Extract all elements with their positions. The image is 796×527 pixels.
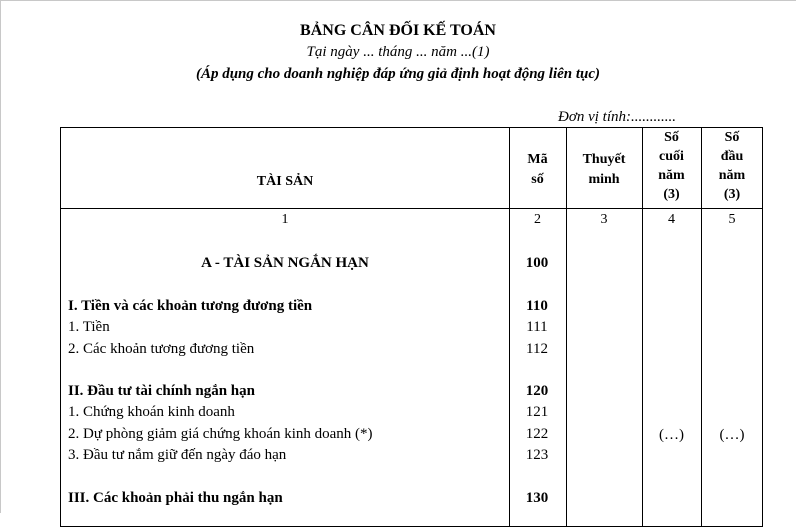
header-note-line2: minh [588, 172, 620, 187]
col-number-1: 1 [281, 212, 289, 227]
row-code: 110 [526, 298, 548, 314]
header-begin-line3: năm [718, 168, 746, 183]
header-code-line1: Mã [527, 152, 548, 167]
header-assets: TÀI SẢN [256, 174, 314, 189]
end-of-year-value: (…) [659, 427, 684, 443]
header-divider [61, 208, 762, 209]
header-code [509, 150, 566, 190]
unit-label: Đơn vị tính:............ [558, 109, 676, 125]
row-code: 112 [526, 341, 548, 357]
header-note-line1: Thuyết [582, 152, 626, 167]
line-item: 1. Chứng khoán kinh doanh [68, 404, 235, 420]
header-begin-line4: (3) [723, 187, 741, 202]
header-end-of-year [642, 128, 701, 204]
row-code: 120 [525, 383, 549, 399]
document-date-line: Tại ngày ... tháng ... năm ...(1) [306, 44, 490, 60]
group-heading: I. Tiền và các khoản tương đương tiền [68, 298, 313, 314]
section-heading: A - TÀI SẢN NGẮN HẠN [201, 255, 369, 271]
row-code: 122 [525, 426, 549, 442]
row-code: 100 [525, 255, 549, 271]
col-number-3: 3 [600, 212, 608, 227]
row-code: 121 [525, 404, 549, 420]
page-border-top [0, 0, 796, 1]
header-begin-line2: đầu [720, 149, 744, 164]
header-begin-line1: Số [724, 130, 740, 145]
header-end-line3: năm [658, 168, 685, 183]
group-heading: III. Các khoản phải thu ngắn hạn [68, 490, 283, 506]
header-end-line2: cuối [659, 149, 684, 164]
row-code: 130 [525, 490, 549, 506]
header-end-line1: Số [664, 130, 679, 145]
group-heading: II. Đầu tư tài chính ngắn hạn [68, 383, 255, 399]
header-code-line2: số [531, 172, 544, 187]
header-note [566, 150, 642, 190]
col-number-4: 4 [668, 212, 675, 227]
row-code: 123 [525, 447, 549, 463]
row-code: 111 [526, 319, 548, 335]
line-item: 2. Các khoản tương đương tiền [68, 341, 255, 357]
line-item: 2. Dự phòng giảm giá chứng khoán kinh doanh (*) [68, 426, 373, 442]
col-number-2: 2 [534, 212, 541, 227]
header-beginning-of-year [701, 128, 763, 204]
line-item: 1. Tiền [68, 319, 110, 335]
document-title: BẢNG CÂN ĐỐI KẾ TOÁN [300, 22, 496, 39]
line-item: 3. Đầu tư nắm giữ đến ngày đáo hạn [68, 447, 287, 463]
document-applies-to: (Áp dụng cho doanh nghiệp đáp ứng giả định hoạt động liên tục) [195, 66, 601, 82]
header-end-line4: (3) [663, 187, 680, 202]
beginning-of-year-value: (…) [719, 427, 745, 443]
balance-sheet-table [60, 127, 763, 527]
col-number-5: 5 [728, 212, 736, 227]
